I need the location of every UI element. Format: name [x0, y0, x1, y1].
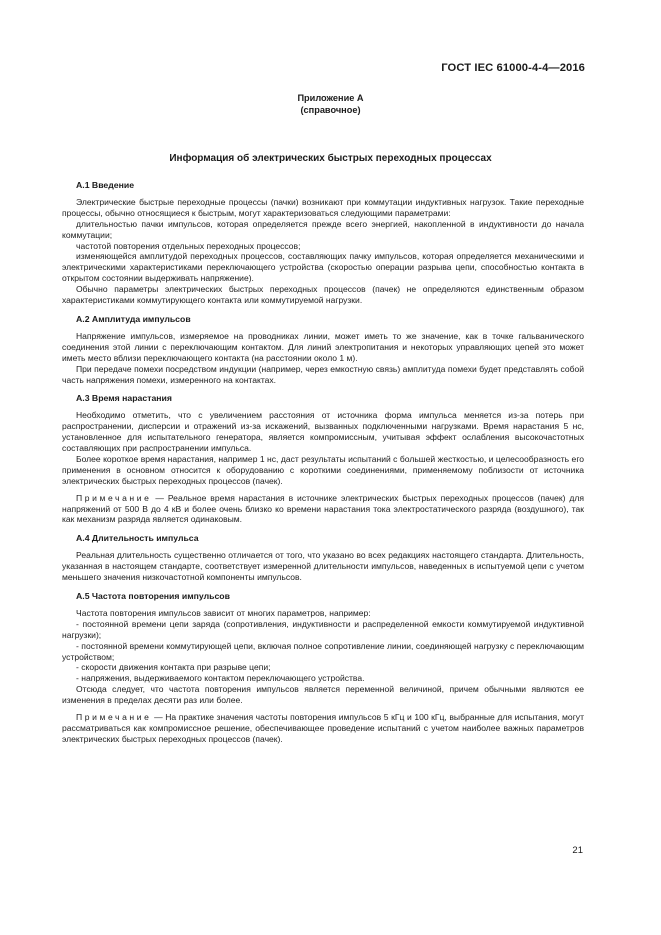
paragraph: Электрические быстрые переходные процессы (пачки) возникают при коммутации индуктивных нагрузок. Такие переходные процессы, обычно относящиеся к быстрым, могут характеризоваться следующими параметрами:: [62, 196, 584, 218]
section-rise-time: [62, 393, 584, 525]
paragraph: Частота повторения импульсов зависит от многих параметров, например:: [76, 607, 371, 618]
note: [62, 493, 584, 526]
paragraph: изменяющейся амплитудой переходных процессов, составляющих пачку импульсов, которая определяется механическими и электрическими характеристиками переключающего устройства (скоростью операции разрыва цепи, способностью контакта в открытом состоянии выдерживать напряжение).: [62, 251, 584, 284]
note: [62, 712, 584, 745]
section-pulse-amplitude: [62, 314, 584, 385]
paragraph: Реальная длительность существенно отличается от того, что указано во всех редакциях настоящего стандарта. Длительность, указанная в настоящем стандарте, соответствует измеренной длительности импульсов, наведенных в испытуемой цепи с учетом меньшего значения низкочастотной компоненты импульсов.: [62, 550, 584, 583]
paragraph: Более короткое время нарастания, например 1 нс, даст результаты испытаний с большей жесткостью, и целесообразность его применения в основном относится к оборудованию с короткими соединениями, применяемому поблизости от источника электрических быстрых переходных процессов (пачек).: [62, 453, 584, 486]
section-repetition-frequency: [62, 591, 584, 745]
page-number: 21: [572, 845, 583, 856]
note-text: — Реальное время нарастания в источнике электрических быстрых переходных процессов (пачек) для напряжений от 500 В до 4 кВ и более очень близко ко времени нарастания тока электростатического разряда (воздушного), так как механизм разряда является одинаковым.: [62, 492, 584, 525]
section-heading: А.1 Введение: [76, 180, 135, 190]
document-id: ГОСТ IEC 61000-4-4—2016: [441, 62, 585, 74]
paragraph: Отсюда следует, что частота повторения импульсов является переменной величиной, причем обычными являются ее изменения в пределах десяти раз или более.: [62, 684, 584, 706]
paragraph: Необходимо отметить, что с увеличением расстояния от источника форма импульса меняется из-за потерь при распространении, дисперсии и отражений из-за искажений, вызванных подключенными нагрузками. Время нарастания 5 нс, установленное для испытательного генератора, является компромиссным, учитывая эффект ослабления высокочастотных составляющих при распространении импульса.: [62, 410, 584, 454]
annex-title: Приложение А: [297, 93, 364, 103]
list-item: - постоянной времени коммутирующей цепи, включая полное сопротивление линии, соединяющей нагрузку с переключающим устройством;: [62, 640, 584, 662]
section-heading: А.2 Амплитуда импульсов: [76, 313, 191, 324]
paragraph: Обычно параметры электрических быстрых переходных процессов (пачек) не определяются единственным образом характеристиками коммутирующего контакта или коммутируемой нагрузки.: [62, 284, 584, 306]
document-body: [62, 180, 584, 745]
list-item: - скорости движения контакта при разрыве цепи;: [76, 662, 271, 673]
note-label: Примечание: [76, 712, 152, 723]
paragraph: длительностью пачки импульсов, которая определяется прежде всего энергией, накопленной в индуктивности до начала коммутации;: [62, 218, 584, 240]
section-heading: А.4 Длительность импульса: [76, 533, 199, 544]
section-pulse-duration: [62, 533, 584, 583]
paragraph: Напряжение импульсов, измеряемое на проводниках линии, может иметь то же значение, как в точке гальванического соединения этой линии с переключающим контактом. Для линий электропитания и некоторых управляющих цепей это может иметь место вблизи переключающего контакта (на расстоянии около 1 м).: [62, 330, 584, 363]
list-item: - постоянной времени цепи заряда (сопротивления, индуктивности и распределенной емкости коммутируемой индуктивной нагрузки);: [62, 618, 584, 640]
section-heading: А.3 Время нарастания: [76, 393, 172, 404]
paragraph: частотой повторения отдельных переходных процессов;: [76, 240, 301, 251]
list-item: - напряжения, выдерживаемого контактом переключающего устройства.: [76, 673, 365, 684]
page-title: Информация об электрических быстрых переходных процессах: [169, 153, 492, 164]
annex-subtitle: (справочное): [300, 105, 361, 115]
section-introduction: [62, 180, 584, 306]
section-heading: А.5 Частота повторения импульсов: [76, 591, 230, 601]
note-label: Примечание: [76, 492, 152, 503]
paragraph: При передаче помехи посредством индукции (например, через емкостную связь) амплитуда помехи будет представлять собой часть напряжения помехи, измеренного на контактах.: [62, 363, 584, 385]
note-text: — На практике значения частоты повторения импульсов 5 кГц и 100 кГц, выбранные для испытания, могут рассматриваться как компромиссное решение, обеспечивающее проведение испытаний с учетом наиболее важных параметров электрических быстрых переходных процессов (пачек).: [62, 712, 584, 744]
